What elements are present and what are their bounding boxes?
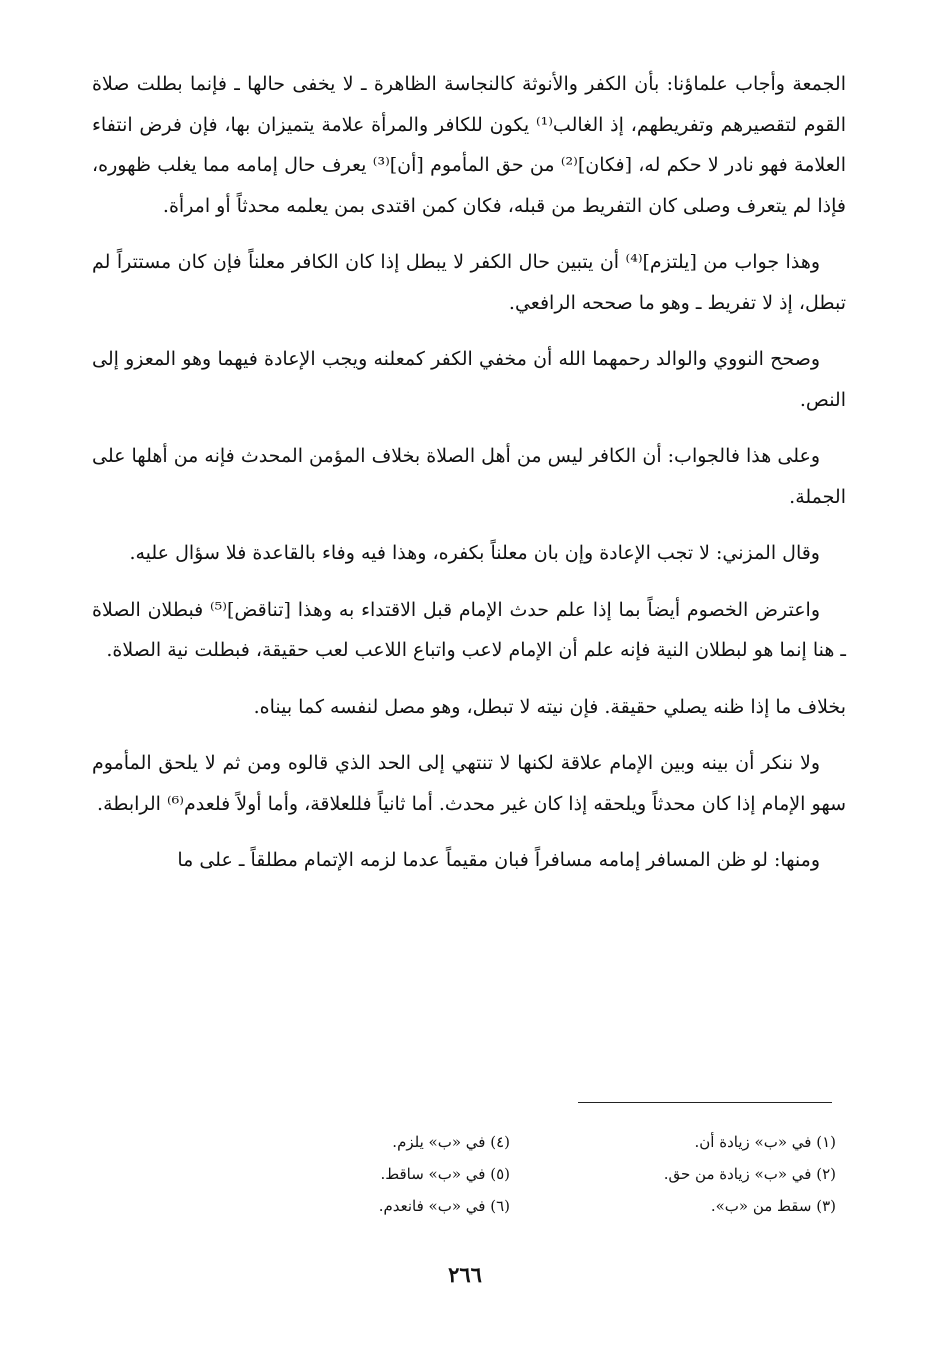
paragraph-6: واعترض الخصوم أيضاً بما إذا علم حدث الإمام قبل الاقتداء به وهذا [تناقض]⁽⁵⁾ فبطلان الصلاة ـ هنا إنما هو لبطلان النية فإنه علم أن الإمام لاعب واتباع اللاعب لعب حقيقة، فبطلت نية الصلاة. xyxy=(92,598,846,661)
footnotes-left-column xyxy=(210,1126,510,1222)
paragraph-2: وهذا جواب من [يلتزم]⁽⁴⁾ أن يتبين حال الكفر لا يبطل إذا كان الكافر معلناً فإن كان مستتراً لم تبطل، إذ لا تفريط ـ وهو ما صححه الرافعي. xyxy=(92,251,846,314)
paragraph-8: ولا ننكر أن بينه وبين الإمام علاقة لكنها لا تنتهي إلى الحد الذي قالوه ومن ثم لا يلحق المأموم سهو الإمام إذا كان محدثاً ويلحقه إذا كان غير محدث. أما ثانياً فللعلاقة، وأما أولاً فلعدم⁽⁶⁾ الرابطة. xyxy=(92,752,846,815)
footnote-4: (٤) في «ب» يلزم. xyxy=(392,1133,510,1151)
page-number: ٢٦٦ xyxy=(448,1262,482,1287)
footnote-3: (٣) سقط من «ب». xyxy=(710,1197,836,1215)
paragraph-7: بخلاف ما إذا ظنه يصلي حقيقة. فإن نيته لا تبطل، وهو مصل لنفسه كما بيناه. xyxy=(253,695,846,718)
paragraph-4: وعلى هذا فالجواب: أن الكافر ليس من أهل الصلاة بخلاف المؤمن المحدث فإنه من أهلها على الجملة. xyxy=(92,445,846,508)
footnote-6: (٦) في «ب» فانعدم. xyxy=(378,1197,510,1215)
footnotes-right-column xyxy=(536,1126,836,1222)
main-text xyxy=(92,64,846,897)
footnote-divider xyxy=(578,1102,832,1103)
footnote-2: (٢) في «ب» زيادة من حق. xyxy=(663,1165,836,1183)
paragraph-9: ومنها: لو ظن المسافر إمامه مسافراً فبان مقيماً عدما لزمه الإتمام مطلقاً ـ على ما xyxy=(177,849,820,871)
paragraph-1: الجمعة وأجاب علماؤنا: بأن الكفر والأنوثة كالنجاسة الظاهرة ـ لا يخفى حالها ـ فإنما بطلت صلاة القوم لتقصيرهم وتفريطهم، إذ الغالب⁽¹⁾ يكون للكافر والمرأة علامة يتميزان بها، فإن فرض انتفاء العلامة فهو نادر لا حكم له، [فكان]⁽²⁾ من حق المأموم [أن]⁽³⁾ يعرف حال إمامه مما يغلب ظهوره، فإذا لم يتعرف وصلى كان التفريط من قبله، فكان كمن اقتدى بمن يعلمه محدثاً أو امرأة. xyxy=(92,73,846,217)
paragraph-3: وصحح النووي والوالد رحمهما الله أن مخفي الكفر كمعلنه ويجب الإعادة فيهما وهو المعزو إلى النص. xyxy=(92,348,846,411)
footnote-1: (١) في «ب» زيادة أن. xyxy=(694,1133,836,1151)
footnote-5: (٥) في «ب» ساقط. xyxy=(380,1165,510,1183)
paragraph-5: وقال المزني: لا تجب الإعادة وإن بان معلناً بكفره، وهذا فيه وفاء بالقاعدة فلا سؤال عليه. xyxy=(129,542,820,564)
